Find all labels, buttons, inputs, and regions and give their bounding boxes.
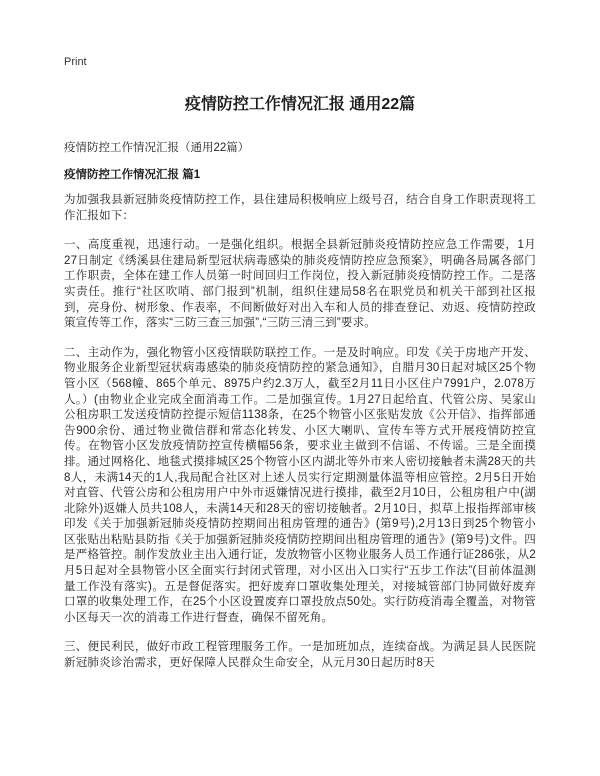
paragraph-intro: 为加强我县新冠肺炎疫情防控工作，县住建局积极响应上级号召，结合自身工作职责现将工作汇报如下： <box>64 194 536 222</box>
document-subtitle: 疫情防控工作情况汇报（通用22篇） <box>64 142 250 154</box>
paragraph-section-1: 一、高度重视，迅速行动。一是强化组织。根据全县新冠肺炎疫情防控应急工作需要，1月27日制定《绣溪县住建局新型冠状病毒感染的肺炎疫情防控应急预案》，明确各局属各部门工作职责，全体在建工作人员第一时间回归工作岗位，投入新冠肺炎疫情防控工作。二是落实责任。推行“社区吹哨、部门报到”机制，组织住建局58名在职党员和机关干部到社区报到，亮身份、树形象、作表率，不间断做好对出入车和人员的排查登记、劝返、疫情防控政策宣传等工作，落实“三防三查三加强”,“三防三清三到”要求。 <box>64 239 536 330</box>
section-heading-part1: 疫情防控工作情况汇报 篇1 <box>64 169 201 181</box>
paragraph-section-3: 三、便民利民，做好市政工程管理服务工作。一是加班加点，连续奋战。为满足县人民医院新冠肺炎诊治需求，更好保障人民群众生命安全，从元月30日起历时8天 <box>64 641 536 670</box>
document-title: 疫情防控工作情况汇报 通用22篇 <box>184 96 416 113</box>
print-link[interactable]: Print <box>64 56 87 68</box>
paragraph-section-2: 二、主动作为，强化物管小区疫情联防联控工作。一是及时响应。印发《关于房地产开发、物业服务企业新型冠状病毒感染的肺炎疫情防控的紧急通知》，自腊月30日起对城区25个物管小区（568幢、865个单元、8975户约2.3万人，截至2月11日小区住户7991户，2.078万人。）(由物业企业完成全面消毒工作。二是加强宣传。1月27日起给直、代管公房、吴家山公租房职工发送疫情防控提示短信1138条，在25个物管小区张贴发放《公开信》、指挥部通告900余份、通过物业微信群和常态化转发、小区大喇叭、宣传车等方式开展疫情防控宣传。在物管小区发放疫情防控宣传横幅56条，要求业主做到不信谣、不传谣。三是全面摸排。通过网格化、地毯式摸排城区25个物管小区内湖北等外市来人密切接触者未满28天的共8人，未满14天的1人,我局配合社区对上述人员实行定期测量体温等相应管控。2月5日开始对直管、代管公房和公租房用户中外市返嫌情况进行摸排，截至2月10日，公租房租户中(湖北除外)返嫌人员共108人，未满14天和28天的密切接触者。2月10日，拟草上报指挥部审核印发《关于加强新冠肺炎疫情防控期间出租房管理的通告》(第9号),2月13日到25个物管小区张贴出粘贴县防指《关于加强新冠肺炎疫情防控期间出租房管理的通告》(第9号)文件。四是严格管控。制作发放业主出入通行证，发放物管小区物业服务人员工作通行证286张，从2月5日起对全县物管小区全面实行封闭式管理，对小区出入口实行“五步工作法”(目前体温测量工作没有落实)。五是督促落实。把好废弃口罩收集处理关，对接城管部门协同做好废弃口罩的收集处理工作，在25个小区设置废弃口罩投放点50处。实行防疫消毒全覆盖，对物管小区每天一次的消毒工作进行督查，确保不留死角。 <box>64 346 536 624</box>
